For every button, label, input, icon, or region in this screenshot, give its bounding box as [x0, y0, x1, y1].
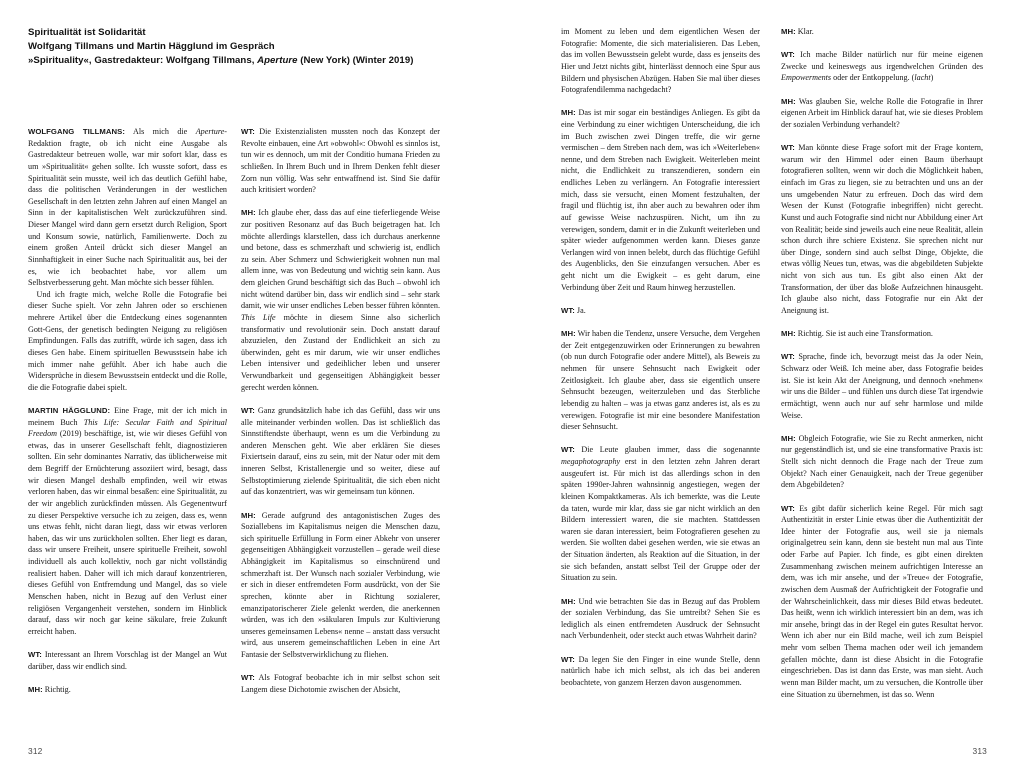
paragraph-text: Richtig.	[42, 684, 71, 694]
paragraph	[561, 596, 760, 643]
italic-title: megaphotography	[561, 457, 621, 467]
speaker-label: WT:	[781, 143, 795, 153]
speaker-label: WT:	[561, 654, 575, 664]
paragraph-text: Interessant an Ihrem Vorschlag ist der Mangel an Wut darüber, dass wir endlich sind.	[28, 650, 227, 671]
speaker-label: WT:	[561, 445, 575, 455]
speaker-label: MH:	[28, 684, 43, 694]
paragraph-text: Man könnte diese Frage sofort mit der Frage kontern, warum wir den Himmel oder einen Baum überhaupt fotografieren sollten, wenn wir doch die Möglichkeit haben, einfach im Gras zu liegen, sie zu betrachten und uns an der uns umgebenden Natur zu erfreuen. Doch das wird dem Wesen der Kunst (Fotografie inbegriffen) nicht gerecht. Kunst und auch Fotografie sind nicht nur Abbildung einer Art von Realität; beide sind jeweils auch eine neue Realität, allein schon durch ihre schiere Existenz. Sie sprechen nicht nur über Dinge, sondern sind auch selbst Dinge, Objekte, die etwas völlig Neues tun, etwas, was die abgebildeten Subjekte nicht von sich aus tun. Es gibt also einen Akt der Transformation, der über das bloße Aufzeichnen hinausgeht. Ich glaube also nicht, dass Fotografie nur ein Akt der Aneignung ist.	[781, 143, 983, 315]
paragraph-text: Die Existenzialisten mussten noch das Konzept der Revolte einbauen, eine Art »obwohl«: Obwohl es sinnlos ist, tun wir es dennoch, um mit der Conditio humana Frieden zu schließen. In Ihrem Buch und in Ihrem Denken fehlt dieser Zorn nun völlig. Was sehr entwaffnend ist. Sind Sie dafür auch kritisiert worden?	[241, 127, 440, 195]
speaker-label: MH:	[241, 208, 256, 218]
speaker-label: MH:	[781, 433, 796, 443]
speaker-label: WT:	[781, 50, 795, 60]
paragraph-text: im Moment zu leben und dem eigentlichen Wesen der Fotografie: Momente, die sich materialisieren. Das Leben, das im vollen Bewusstsein gelebt wurde, dass es jenseits des Hier und Jetzt nichts gibt, hinterlässt dennoch eine Spur aus Bildern und physischen Abzügen. Haben Sie mal über dieses Fotografendilemma nachgedacht?	[561, 27, 760, 95]
paragraph	[241, 126, 440, 196]
paragraph	[28, 684, 227, 696]
source-suffix: (New York) (Winter 2019)	[297, 55, 414, 67]
paragraph-text: Sprache, finde ich, bevorzugt meist das Ja oder Nein, Schwarz oder Weiß. Ich meine aber, dass Fotografie beides ist. Sie ist kein Akt der Aneignung, und dennoch »nehmen« wir uns die Bilder – und fühlen uns durch diese Tat irgendwie ermächtigt, wenn auch nur auf sehr harmlose und milde Weise.	[781, 352, 983, 420]
speaker-label: MH:	[781, 27, 796, 36]
speaker-label: MH:	[241, 510, 256, 520]
italic-title: This Life: Secular Faith and Spiritual Freedom	[28, 417, 227, 439]
speaker-label: MH:	[561, 108, 576, 118]
speaker-label: WT:	[241, 673, 255, 683]
speaker-label: MH:	[781, 329, 796, 339]
paragraph	[28, 289, 227, 394]
speaker-label: MARTIN HÄGGLUND:	[28, 405, 111, 415]
speaker-label: WT:	[241, 127, 255, 136]
paragraph-text: oder der Entkoppelung. (	[831, 73, 915, 83]
page-number-right: 313	[972, 746, 987, 756]
paragraph	[561, 107, 760, 293]
paragraph-text: )	[930, 73, 934, 83]
source-prefix: »Spirituality«, Gastredakteur: Wolfgang Tillmans,	[28, 55, 258, 67]
paragraph-text: Obgleich Fotografie, wie Sie zu Recht anmerken, nicht nur gegenständlich ist, und sie eine transformative Praxis ist: Stellt sich nicht dennoch die Frage nach der Treue zum Objekt? Nach einer Genauigkeit, nach der Treue gegenüber dem Abgebildeten?	[781, 433, 983, 490]
paragraph	[561, 328, 760, 433]
paragraph-text: Gerade aufgrund des antagonistischen Zuges des Soziallebens im Kapitalismus neigen die Menschen dazu, sich spirituelle Erfüllung in Form einer Abkehr von unserer gegenseitigen Abhängigkeit vorzustellen – gerade weil diese Abhängigkeit im Kapitalismus so einschnürend und schmerzhaft ist. Der Wunsch nach sozialer Verbindung, wie er sich in dieser entfremdeten Form ausdrückt, von der Sie sprechen, könnte aber in Richtung sozialerer, emanzipatorischerer Ziele gelenkt werden, die anerkennen würden, was ich den »säkularen Impuls zur Kultivierung unseres gemeinsamen Lebens« nenne – anstatt dass versucht wird, aus unserem gemeinschaftlichen Leben in eine Art Fantasie der Selbstverwirklichung zu fliehen.	[241, 510, 440, 660]
paragraph-text: Richtig. Sie ist auch eine Transformation.	[795, 329, 933, 339]
article-title: Spiritualität ist Solidarität	[28, 27, 146, 38]
paragraph-text: Was glauben Sie, welche Rolle die Fotografie in Ihrer eigenen Arbeit im Hinblick darauf hat, wie sie dieses Problem der sozialen Verbindung verhandelt?	[781, 96, 983, 129]
speaker-label: MH:	[561, 329, 576, 339]
paragraph	[781, 49, 983, 84]
paragraph-text: Das ist mir sogar ein beständiges Anliegen. Es gibt da eine Verbindung zu einer wichtigen Unterscheidung, die ich im Buch zwischen zwei Dingen treffe, die wir gerne vermischen – dem Streben nach dem, was ich »Weiterleben« nenne, und dem Streben nach Ewigkeit. Weiterleben meint nicht, die Endlichkeit zu transzendieren, sondern ein endliches Leben zu verlängern. An Fotografie interessiert mich, dass sie versucht, einen Moment festzuhalten, der fragil und flüchtig ist, ihn aber auch zu bewahren oder ihm auf gewisse Weise nachzuspüren. Nicht, um ihn zu verewigen, sondern, damit er in die Zukunft weiterleben und später wieder aufgenommen werden kann. Dieses ganze Verlangen wird von innen belebt, durch das flüchtige Gefühl des Augenblicks, den Sie einzufangen versuchen. Aber es geht nicht um die Ewigkeit – es geht darum, eine Verbindung über Zeit und Raum hinweg herzustellen.	[561, 108, 760, 292]
paragraph	[241, 207, 440, 393]
paragraph	[561, 444, 760, 584]
text-column-2	[241, 126, 440, 696]
paragraph	[28, 126, 227, 289]
article-header	[28, 26, 448, 69]
paragraph	[28, 649, 227, 672]
paragraph	[241, 405, 440, 498]
paragraph-text: Da legen Sie den Finger in eine wunde Stelle, denn natürlich habe ich mich selbst, als ich das bei anderen beobachtete, von ganzem Herzen davon ausgenommen.	[561, 654, 760, 687]
paragraph-text: Ganz grundsätzlich habe ich das Gefühl, dass wir uns alle miteinander verbinden wollen. Das ist schließlich das Sinnstiftendste überhaupt, wenn es um die Verbindung zu anderen Menschen geht. Wie aber erklären Sie dieses Fixiertsein darauf, eins zu sein, mit der Natur oder mit dem inneren Selbst, Kristallenergie und so weiter, diese auf Selbstoptimierung zielende Spiritualität, die sich eben nicht auf das konzentriert, was wir gemeinsam tun können.	[241, 405, 440, 497]
paragraph-text: Als mich die	[125, 127, 196, 136]
paragraph-text: Und wie betrachten Sie das in Bezug auf das Problem der sozialen Verbindung, das Sie umtreibt? Sehen Sie es lediglich als einen entfremdeten Ausdruck der Sehnsucht nach Verbundenheit, oder steckt auch etwas Wahrheit darin?	[561, 596, 760, 641]
paragraph	[781, 503, 983, 701]
paragraph-text: Eine Frage, mit der ich mich in meinem Buch	[28, 405, 228, 427]
text-column-1	[28, 126, 227, 696]
paragraph	[781, 26, 983, 38]
article-source-line	[28, 54, 448, 68]
speaker-label: WT:	[241, 405, 255, 415]
paragraph	[781, 142, 983, 316]
paragraph-text: Ja.	[574, 305, 586, 315]
paragraph-text: Wir haben die Tendenz, unsere Versuche, dem Vergehen der Zeit entgegenzuwirken oder Erinnerungen zu bewahren (ob nun durch Fotografie oder andere Mittel), als Beweis zu nehmen für unsere Sehnsucht nach Ewigkeit oder Zeitlosigkeit. Ich glaube aber, dass sie eigentlich unsere Sehnsucht bezeugen, weiterzuleben und das Sterbliche lebendig zu halten – was ja etwas ganz anderes ist, als es zu verewigen. Fotografie ist mir eine besondere Manifestation dieser Sehnsucht.	[561, 329, 761, 432]
italic-stage-direction: lacht	[914, 73, 931, 83]
page-gutter	[510, 0, 511, 780]
speaker-label: MH:	[781, 96, 796, 106]
page-number-left: 312	[28, 746, 43, 756]
paragraph	[781, 433, 983, 491]
paragraph-text: Als Fotograf beobachte ich in mir selbst schon seit Langem diese Dichotomie zwischen der Absicht,	[241, 673, 440, 694]
paragraph	[781, 96, 983, 131]
paragraph-text: möchte in diesem Sinne also sicherlich transformativ und revolutionär sein. Doch anstatt darauf abzuzielen, den Zustand der Endlichkeit an sich zu überwinden, geht es mir darum, wie wir unser endliches Leben intensiver und gedeihlicher leben und unserer Verwundbarkeit und gegenseitigen Abhängigkeit besser gerecht werden können.	[241, 312, 441, 392]
speaker-label: WT:	[28, 650, 42, 660]
paragraph	[28, 405, 227, 638]
paragraph	[241, 510, 440, 661]
paragraph-text: Klar.	[795, 27, 814, 36]
article-subtitle: Wolfgang Tillmans und Martin Hägglund im Gespräch	[28, 41, 275, 53]
paragraph-text: Und ich fragte mich, welche Rolle die Fotografie bei dieser Suche spielt. Vor zehn Jahren oder so erschienen mehrere Artikel über die Entdeckung eines sogenannten Gott-Gens, der genetisch bedingten Neigung zu religiösen Empfindungen. Falls das zutrifft, würde ich sagen, dass ich dieses Gen habe. Einem spirituellen Bewusstsein habe ich mich immer nahe gefühlt. Aber ich habe auch die Widersprüche in diesem Bewusstsein entdeckt und die Rolle, die die Fotografie dabei spielt.	[28, 289, 227, 392]
speaker-label: WOLFGANG TILLMANS:	[28, 127, 126, 136]
paragraph-text: Redaktion fragte, ob ich nicht eine Ausgabe als Gastredakteur betreuen wolle, war mir sofort klar, dass es um »Spiritualität« gehen sollte. Ich wusste sofort, dass es Spiritualität sein musste, weil ich das deutlich Gefühl habe, dass die politischen Veränderungen in der westlichen Gesellschaft in den letzten zehn Jahren auf einen Mangel an Sinn in der kapitalistischen Welt zurückzuführen sind. Dieser Mangel wird dann gern ersetzt durch Religion, Sport und Konsum sowie, natürlich, Familienwerte. Doch zu einem großen Anteil drückt sich dieser Mangel an Sinnhaftigkeit in einer Suche nach Spiritualität aus, bei der es, wie ich beobachtet habe, vor allem um Selbstverbesserung geht. Man möchte sich besser fühlen.	[28, 138, 227, 288]
paragraph	[241, 672, 440, 695]
italic-title: Aperture-	[195, 127, 227, 136]
speaker-label: WT:	[781, 503, 795, 513]
paragraph-text: Ich glaube eher, dass das auf eine tieferliegende Weise zur positiven Resonanz auf das Buch beigetragen hat. Ich möchte allerdings klarstellen, dass ich durchaus anerkenne und betone, dass es schmerzhaft und schwierig ist, endlich zu sein. Aber Schmerz und Schwierigkeit wohnen nun mal allem inne, was von Bedeutung und wichtig sein kann. Aus dem gleichen Grund beschäftigt sich das Buch – obwohl ich nicht wütend darüber bin, dass wir endlich sind – sehr stark damit, wie wir unser endliches Leben besser führen könnten.	[241, 208, 440, 311]
speaker-label: WT:	[561, 305, 575, 315]
paragraph-text: Es gibt dafür sicherlich keine Regel. Für mich sagt Authentizität in erster Linie etwas über die Authentizität der Idee hinter der Fotografie aus, weil sie ja niemals originalgetreu sein kann, denn sie besteht nun mal aus Tinte oder Farbe auf Papier. Ich finde, es gibt einen direkten Zusammenhang zwischen meinem aufrichtigen Interesse an dem, was ich mir ansehe, und der »Treue« der Fotografie, zwischen dem Ausmaß der Aufrichtigkeit der Fotografie und der Wahrscheinlichkeit, dass mir dieses Bild etwas bedeutet. Das heißt, wenn ich wirklich interessiert bin an dem, was ich mir ansehe, bringt das in der Regel ein gutes Resultat hervor. Wenn ich aber nur ein Bild mache, weil ich zum Beispiel mehr vom selben Thema machen oder weil ich jemandem gefallen möchte, dann ist diese Absicht in die Fotografie eingeschrieben. Das ist dann das Erste, was man sieht. Auch wenn man Bilder macht, um zu versuchen, die Kontrolle über eine Situation zu übernehmen, ist das so. Wenn	[781, 503, 983, 699]
paragraph-text: Ich mache Bilder natürlich nur für meine eigenen Zwecke und keineswegs aus irgendwelchen Gründen des	[781, 50, 983, 71]
paragraph-text: erst in den letzten zehn Jahren derart ausgeufert ist. Für mich ist das allerdings schon in den späten 1990er-Jahren wahnsinnig angestiegen, wegen der kleinen Kompaktkameras. Als ich bemerkte, was die Leute da taten, wurde mir klar, dass sie gar nicht wirklich an den Bildern interessiert waren, die sie machten. Stattdessen waren sie daran interessiert, beim Fotografieren gesehen zu werden. Sie wollten dabei gesehen werden, wie sie etwas an der Situation änderten, als Reaktion auf die Situation, in der sie sich befanden, anstatt selbst Teil der Gruppe oder der Situation zu sein.	[561, 457, 760, 583]
paragraph	[561, 305, 760, 317]
speaker-label: MH:	[561, 596, 576, 606]
paragraph-text: Die Leute glauben immer, dass die sogenannte	[574, 445, 760, 455]
paragraph	[561, 654, 760, 689]
text-column-4	[781, 26, 983, 700]
italic-title: Empowerments	[781, 73, 832, 83]
text-column-3	[561, 26, 760, 689]
source-publication: Aperture	[257, 55, 298, 67]
paragraph	[781, 351, 983, 421]
paragraph-text: (2019) beschäftige, ist, wie wir dieses Gefühl von etwas, das in unserer Gesellschaft fehlt, diagnostizieren sollten. Ein sehr dominantes Narrativ, das üblicherweise mit dem Begriff der Ernüchterung assoziiert wird, besagt, dass wir diesen Mangel deshalb empfinden, weil wir etwas verloren haben, das wir einmal besaßen: eine Spiritualität, zu der wir angeblich zurückfinden müssen. Als Gegenentwurf zu dieser Perspektive versuche ich zu zeigen, dass es, wenn uns etwas fehlt, nicht daran liegt, dass wir etwas verloren haben, das wir uns zurückholen sollten. Eher liegt es daran, dass wir unsere Freiheit, unsere spirituelle Freiheit, sowohl individuell als auch kollektiv, noch gar nicht vollständig realisiert haben. Daher will ich mich darauf konzentrieren, dieses Gefühl von Entfremdung und Mangel, das so viele Menschen haben, nicht in Bezug auf den Verlust einer religiösen Vergangenheit verstehen, sondern im Hinblick darauf, dass wir noch gar keine säkulare, freie Zukunft erreicht haben.	[28, 429, 227, 636]
paragraph	[781, 328, 983, 340]
italic-title: This Life	[241, 312, 276, 322]
paragraph	[561, 26, 760, 96]
speaker-label: WT:	[781, 352, 795, 362]
